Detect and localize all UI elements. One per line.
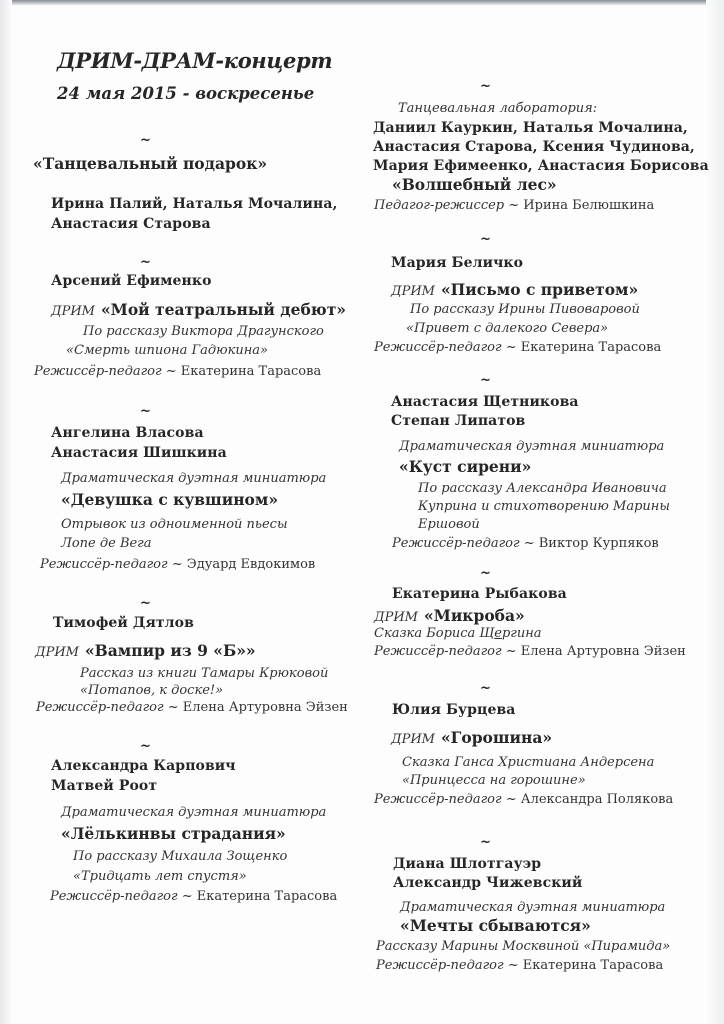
performer-names: Ирина Палий, Наталья Мочалина,: [51, 196, 338, 212]
director-role: Режиссёр-педагог ~: [36, 700, 179, 715]
source-note: Отрывок из одноименной пьесы: [61, 517, 288, 532]
director-name: Елена Артуровна Эйзен: [520, 644, 686, 659]
genre: Драматическая дуэтная миниатюра: [400, 900, 666, 915]
dream-prefix: ДРИМ: [391, 732, 435, 747]
work-title: «Вампир из 9 «Б»»: [84, 641, 256, 660]
director-name: Екатерина Тарасова: [180, 364, 322, 379]
separator: ~: [140, 596, 151, 611]
separator: ~: [480, 681, 491, 696]
director-line: [374, 199, 654, 212]
performer-name: Тимофей Дятлов: [53, 615, 194, 631]
act-line: [391, 282, 638, 299]
separator: ~: [140, 404, 151, 419]
act-line: [35, 643, 256, 660]
director-name: Екатерина Тарасова: [196, 889, 338, 904]
performer-name: Степан Липатов: [391, 413, 526, 429]
source-note-part: ргина: [501, 626, 542, 641]
performer-name: Анастасия Шишкина: [51, 445, 227, 461]
director-name: Ирина Белюшкина: [523, 198, 655, 213]
director-role: Режиссёр-педагог ~: [374, 792, 517, 807]
director-role: Режиссёр-педагог ~: [376, 958, 519, 973]
work-title: «Микроба»: [423, 606, 525, 625]
performer-name: Александра Карпович: [51, 758, 236, 774]
director-role: Режиссёр-педагог ~: [374, 644, 517, 659]
genre: Танцевальная лаборатория:: [398, 101, 598, 116]
work-title: «Куст сирени»: [399, 457, 532, 476]
program-title: ДРИМ-ДРАМ-концерт: [57, 48, 333, 73]
work-title: «Волшебный лес»: [392, 175, 557, 194]
source-note: Лопе де Вега: [61, 536, 152, 551]
director-line: [374, 341, 661, 354]
performer-name: Матвей Роот: [51, 778, 158, 794]
genre: Драматическая дуэтная миниатюра: [61, 471, 327, 486]
dream-prefix: ДРИМ: [35, 645, 79, 660]
director-line: [374, 645, 686, 658]
dream-prefix: ДРИМ: [374, 610, 418, 625]
source-note: По рассказу Михаила Зощенко: [73, 849, 288, 864]
stress-mark: е: [494, 626, 502, 641]
source-note: «Смерть шпиона Гадюкина»: [66, 343, 269, 358]
dream-prefix: ДРИМ: [51, 304, 95, 319]
director-line: [40, 558, 315, 571]
source-note: «Потапов, к доске!»: [80, 683, 224, 698]
work-title: «Девушка с кувшином»: [61, 490, 279, 509]
separator: ~: [480, 232, 491, 247]
performer-name: Арсений Ефименко: [51, 273, 212, 289]
performer-name: Диана Шлотгауэр: [393, 856, 542, 872]
genre: Драматическая дуэтная миниатюра: [399, 439, 665, 454]
separator: ~: [480, 835, 491, 850]
director-name: Елена Артуровна Эйзен: [182, 700, 348, 715]
performer-name: Ангелина Власова: [51, 425, 204, 441]
performer-name: Екатерина Рыбакова: [392, 586, 567, 602]
performer-names: Анастасия Старова: [51, 216, 211, 232]
source-note: Сказка Ганса Христиана Андерсена: [402, 755, 655, 770]
source-note: По рассказу Ирины Пивоваровой: [410, 302, 640, 317]
source-note: Куприна и стихотворению Марины: [418, 499, 670, 514]
act-line: [374, 608, 525, 625]
work-title: «Мой театральный дебют»: [100, 300, 346, 319]
director-line: [34, 365, 321, 378]
dream-prefix: ДРИМ: [391, 284, 435, 299]
source-note: По рассказу Виктора Драгунского: [83, 324, 324, 339]
work-title: «Мечты сбываются»: [400, 916, 591, 935]
director-line: [374, 793, 673, 806]
director-line: [50, 890, 337, 903]
separator: ~: [140, 133, 151, 148]
director-role: Режиссёр-педагог ~: [392, 536, 535, 551]
scan-edge-top: [0, 0, 724, 5]
performer-names: Даниил Кауркин, Наталья Мочалина,: [373, 120, 688, 136]
performer-name: Анастасия Щетникова: [391, 394, 579, 410]
performer-names: Анастасия Старова, Ксения Чудинова,: [373, 139, 695, 155]
source-note-part: Сказка Бориса Щ: [374, 626, 495, 641]
genre: Драматическая дуэтная миниатюра: [61, 805, 327, 820]
separator: ~: [140, 739, 151, 754]
director-role: Режиссёр-педагог ~: [374, 340, 517, 355]
act-line: [51, 302, 346, 319]
director-role: Режиссёр-педагог ~: [34, 364, 177, 379]
director-role: Режиссёр-педагог ~: [50, 889, 193, 904]
director-name: Екатерина Тарасова: [520, 340, 662, 355]
separator: ~: [480, 566, 491, 581]
scan-edge-right: [706, 0, 724, 1024]
director-name: Александра Полякова: [520, 792, 674, 807]
work-title: «Танцевальный подарок»: [33, 154, 268, 173]
scan-edge-left: [0, 0, 12, 1024]
performer-name: Юлия Бурцева: [392, 702, 516, 718]
director-role: Режиссёр-педагог ~: [40, 557, 183, 572]
source-note: [374, 627, 542, 640]
separator: ~: [480, 79, 491, 94]
source-note: «Тридцать лет спустя»: [73, 869, 247, 884]
performer-name: Александр Чижевский: [393, 875, 583, 891]
source-note: «Привет с далекого Севера»: [406, 321, 609, 336]
director-name: Эдуард Евдокимов: [186, 557, 316, 572]
director-line: [36, 701, 348, 714]
separator: ~: [140, 255, 151, 270]
performer-name: Мария Беличко: [391, 255, 524, 271]
source-note: Ершовой: [418, 517, 480, 532]
source-note: Рассказ из книги Тамары Крюковой: [80, 666, 329, 681]
source-note: «Принцесса на горошине»: [402, 773, 586, 788]
program-date: 24 мая 2015 - воскресенье: [57, 84, 315, 103]
director-name: Виктор Курпяков: [538, 536, 659, 551]
director-name: Екатерина Тарасова: [522, 958, 664, 973]
work-title: «Письмо с приветом»: [440, 280, 639, 299]
director-line: [376, 959, 663, 972]
work-title: «Лёлькинвы страдания»: [61, 824, 286, 843]
separator: ~: [480, 373, 491, 388]
source-note: Рассказу Марины Москвиной «Пирамида»: [376, 939, 671, 954]
performer-names: Мария Ефимеенко, Анастасия Борисова: [373, 158, 709, 174]
source-note: По рассказу Александра Ивановича: [418, 481, 667, 496]
work-title: «Горошина»: [440, 728, 553, 747]
director-line: [392, 537, 659, 550]
director-role: Педагог-режиссер ~: [374, 198, 520, 213]
act-line: [391, 730, 552, 747]
